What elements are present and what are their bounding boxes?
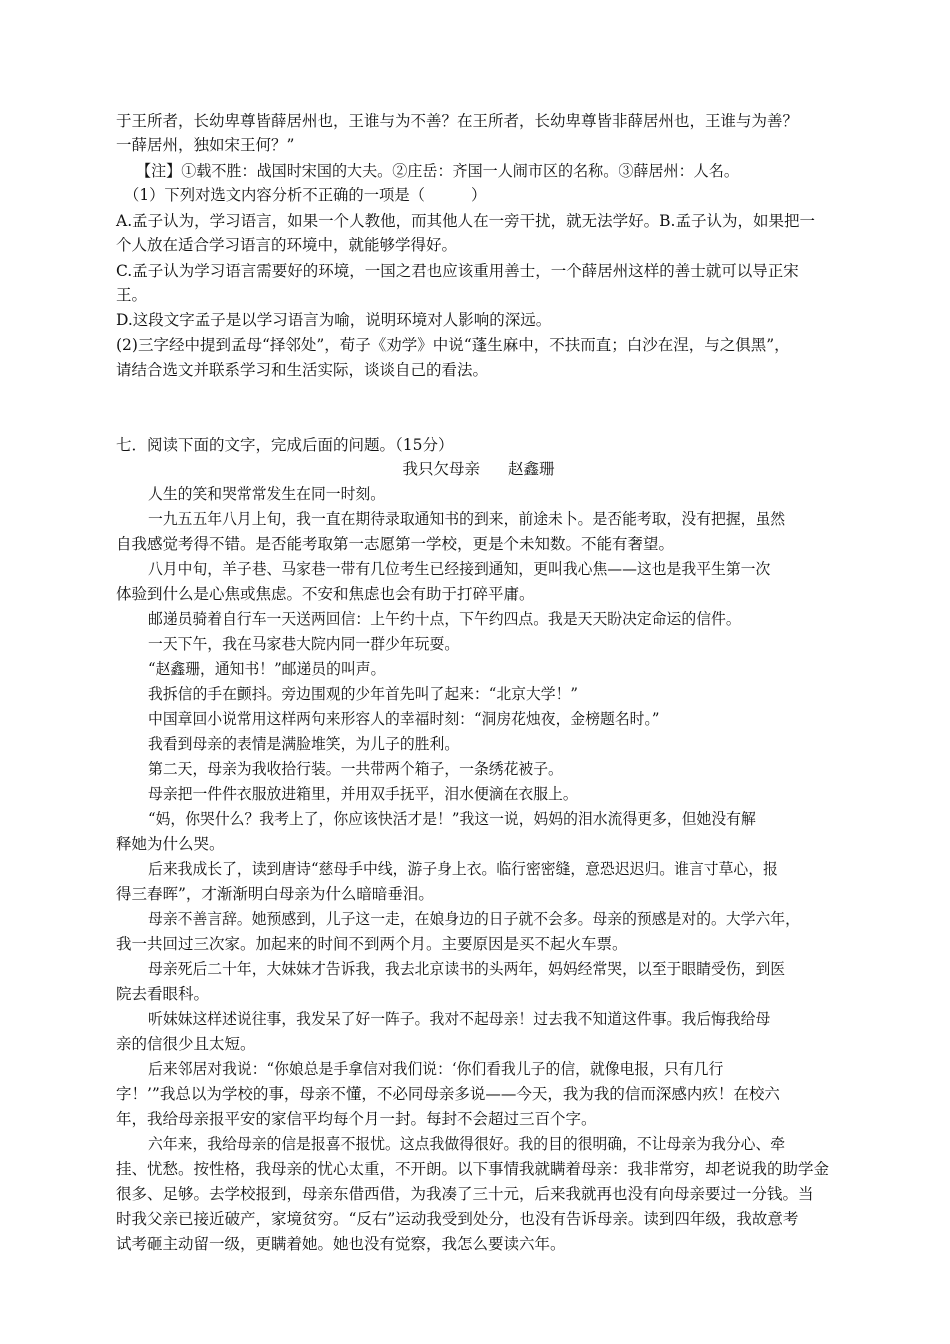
- article-title: 我只欠母亲: [402, 460, 480, 478]
- article-line: “赵鑫珊，通知书！”邮递员的叫声。: [148, 660, 386, 678]
- article-line: 年，我给母亲报平安的家信平均每个月一封。每封不会超过三百个字。: [116, 1110, 597, 1128]
- question-1-option-line: C.孟子认为学习语言需要好的环境，一国之君也应该重用善士，一个薛居州这样的善士就可以导正宋: [116, 262, 799, 280]
- passage-line: 于王所者，长幼卑尊皆薛居州也，王谁与为不善？在王所者，长幼卑尊皆非薛居州也，王谁与为善？: [116, 112, 799, 130]
- question-2-line: (2)三字经中提到孟母“择邻处”，荀子《劝学》中说“蓬生麻中，不扶而直；白沙在涅，与之俱黑”，: [116, 336, 790, 354]
- article-line: 一天下午，我在马家巷大院内同一群少年玩耍。: [148, 635, 460, 653]
- article-line: 母亲不善言辞。她预感到，儿子这一走，在娘身边的日子就不会多。母亲的预感是对的。大学六年，: [148, 910, 800, 928]
- question-1-option-line: 个人放在适合学习语言的环境中，就能够学得好。: [116, 236, 458, 254]
- article-line: 我一共回过三次家。加起来的时间不到两个月。主要原因是买不起火车票。: [116, 935, 628, 953]
- article-line: 人生的笑和哭常常发生在同一时刻。: [148, 485, 386, 503]
- article-line: 听妹妹这样述说往事，我发呆了好一阵子。我对不起母亲！过去我不知道这件事。我后悔我给母: [148, 1010, 771, 1028]
- question-2-line: 请结合选文并联系学习和生活实际，谈谈自己的看法。: [116, 361, 489, 379]
- article-line: 后来邻居对我说：“你娘总是手拿信对我们说：‘你们看我儿子的信，就像电报，只有几行: [148, 1060, 724, 1078]
- article-line: 六年来，我给母亲的信是报喜不报忧。这点我做得很好。我的目的很明确，不让母亲为我分心、牵: [148, 1135, 786, 1153]
- article-line: 字！’”我总以为学校的事，母亲不懂，不必同母亲多说——今天，我为我的信而深感内疚！在校六: [116, 1085, 780, 1103]
- article-line: 试考砸主动留一级，更瞒着她。她也没有觉察，我怎么要读六年。: [116, 1235, 566, 1253]
- article-line: 八月中旬，羊子巷、马家巷一带有几位考生已经接到通知，更叫我心焦——这也是我平生第一次: [148, 560, 771, 578]
- article-line: 邮递员骑着自行车一天送两回信：上午约十点，下午约四点。我是天天盼决定命运的信件。: [148, 610, 741, 628]
- passage-line: 一薛居州，独如宋王何？”: [116, 136, 295, 154]
- article-title-line: [116, 459, 841, 479]
- question-1-option-line: D.这段文字孟子是以学习语言为喻，说明环境对人影响的深远。: [116, 311, 552, 329]
- article-line: 我拆信的手在颤抖。旁边围观的少年首先叫了起来：“北京大学！”: [148, 685, 579, 703]
- question-1-option-line: A.孟子认为，学习语言，如果一个人教他，而其他人在一旁干扰，就无法学好。B.孟子认为，如果把一: [116, 212, 815, 230]
- article-line: “妈，你哭什么？我考上了，你应该快活才是！”我这一说，妈妈的泪水流得更多，但她没有解: [148, 810, 756, 828]
- article-line: 母亲把一件件衣服放进箱里，并用双手抚平，泪水便滴在衣服上。: [148, 785, 578, 803]
- question-1-stem: （1）下列对选文内容分析不正确的一项是（ ）: [124, 186, 487, 204]
- article-author: 赵鑫珊: [508, 460, 555, 478]
- question-1-option-line: 王。: [116, 286, 148, 304]
- article-line: 亲的信很少且太短。: [116, 1035, 256, 1053]
- article-line: 院去看眼科。: [116, 985, 210, 1003]
- article-line: 体验到什么是心焦或焦虑。不安和焦虑也会有助于打碎平庸。: [116, 585, 535, 603]
- article-line: 挂、忧愁。按性格，我母亲的忧心太重，不开朗。以下事情我就瞒着母亲：我非常穷，却老说我的助学金: [116, 1160, 830, 1178]
- article-line: 释她为什么哭。: [116, 835, 225, 853]
- annotation-note: 【注】①载不胜：战国时宋国的大夫。②庄岳：齐国一人闹市区的名称。③薛居州：人名。: [136, 162, 739, 180]
- article-line: 母亲死后二十年，大妹妹才告诉我，我去北京读书的头两年，妈妈经常哭，以至于眼睛受伤，到医: [148, 960, 786, 978]
- article-line: 一九五五年八月上旬，我一直在期待录取通知书的到来，前途未卜。是否能考取，没有把握，虽然: [148, 510, 786, 528]
- article-line: 中国章回小说常用这样两句来形容人的幸福时刻：“洞房花烛夜，金榜题名时。”: [148, 710, 660, 728]
- article-line: 第二天，母亲为我收拾行装。一共带两个箱子，一条绣花被子。: [148, 760, 563, 778]
- article-line: 自我感觉考得不错。是否能考取第一志愿第一学校，更是个未知数。不能有奢望。: [116, 535, 675, 553]
- article-line: 后来我成长了，读到唐诗“慈母手中线，游子身上衣。临行密密缝，意恐迟迟归。谁言寸草心，报: [148, 860, 778, 878]
- article-line: 很多、足够。去学校报到，母亲东借西借，为我凑了三十元，后来我就再也没有向母亲要过一分钱。当: [116, 1185, 814, 1203]
- article-line: 得三春晖”，才渐渐明白母亲为什么暗暗垂泪。: [116, 885, 434, 903]
- section-7-heading: 七．阅读下面的文字，完成后面的问题。（15分）: [116, 436, 454, 454]
- article-line: 我看到母亲的表情是满脸堆笑，为儿子的胜利。: [148, 735, 460, 753]
- article-line: 时我父亲已接近破产，家境贫穷。“反右”运动我受到处分，也没有告诉母亲。读到四年级，我故意考: [116, 1210, 799, 1228]
